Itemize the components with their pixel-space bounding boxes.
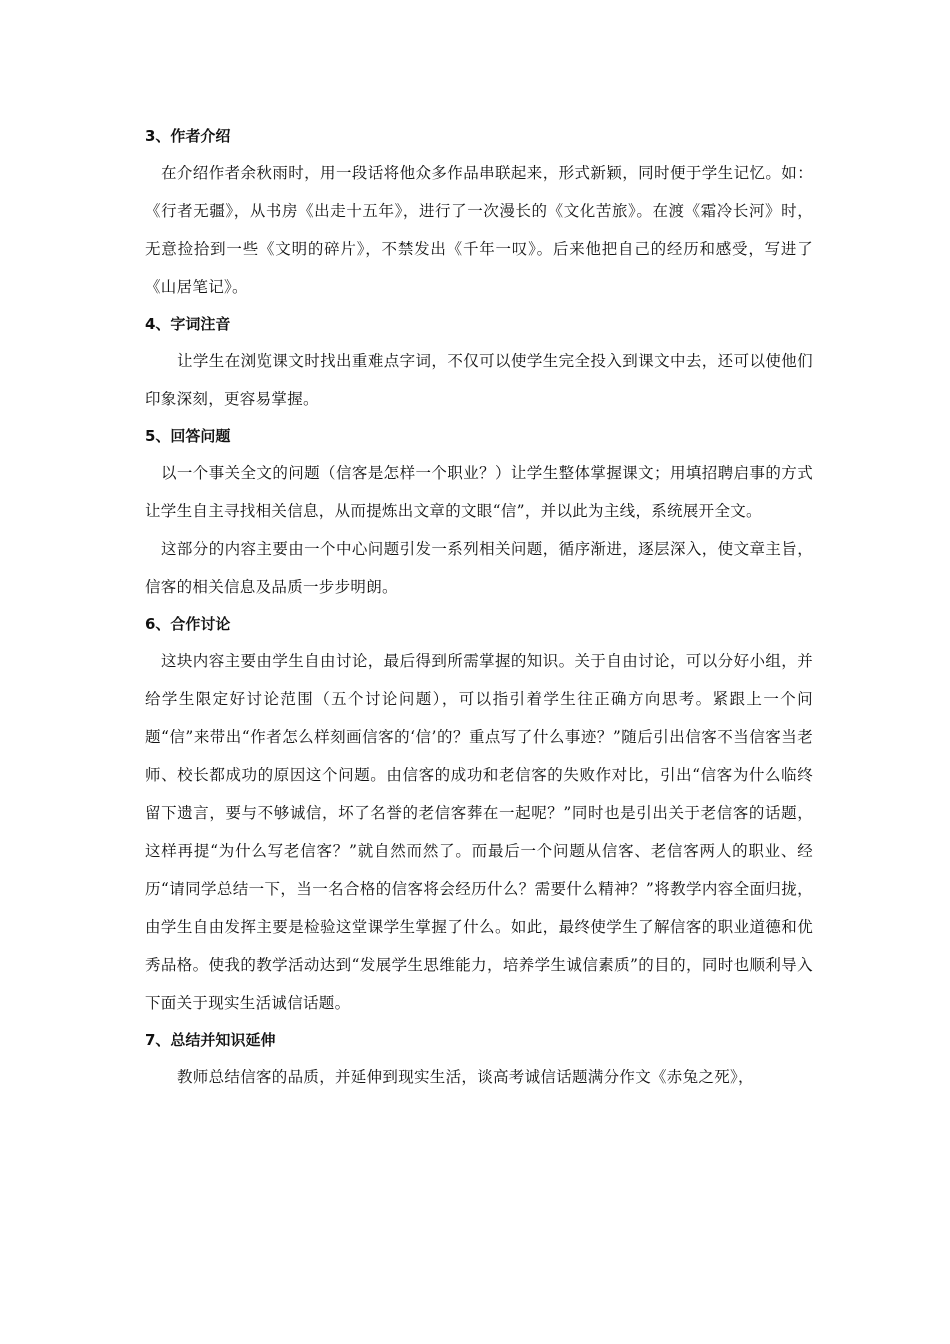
document-page [145,118,813,1096]
section-author-intro [145,118,813,306]
section-heading: 3、作者介绍 [145,127,231,145]
paragraph: 这部分的内容主要由一个中心问题引发一系列相关问题，循序渐进，逐层深入，使文章主旨，信客的相关信息及品质一步步明朗。 [145,540,813,596]
section-summary-extension [145,1022,813,1096]
section-heading: 6、合作讨论 [145,615,231,633]
paragraph: 在介绍作者余秋雨时，用一段话将他众多作品串联起来，形式新颖，同时便于学生记忆。如：《行者无疆》，从书房《出走十五年》，进行了一次漫长的《文化苦旅》。在渡《霜冷长河》时，无意捡拾到一些《文明的碎片》，不禁发出《千年一叹》。后来他把自己的经历和感受，写进了《山居笔记》。 [145,164,813,296]
section-cooperative-discussion [145,606,813,1022]
section-heading: 5、回答问题 [145,427,231,445]
paragraph: 让学生在浏览课文时找出重难点字词，不仅可以使学生完全投入到课文中去，还可以使他们印象深刻，更容易掌握。 [145,352,813,408]
paragraph: 教师总结信客的品质，并延伸到现实生活，谈高考诚信话题满分作文《赤兔之死》， [177,1068,754,1086]
section-heading: 7、总结并知识延伸 [145,1031,276,1049]
section-word-pronunciation [145,306,813,418]
section-answer-questions [145,418,813,606]
section-heading: 4、字词注音 [145,315,231,333]
paragraph: 以一个事关全文的问题（信客是怎样一个职业？）让学生整体掌握课文；用填招聘启事的方式让学生自主寻找相关信息，从而提炼出文章的文眼“信”，并以此为主线，系统展开全文。 [145,464,813,520]
paragraph: 这块内容主要由学生自由讨论，最后得到所需掌握的知识。关于自由讨论，可以分好小组，并给学生限定好讨论范围（五个讨论问题），可以指引着学生往正确方向思考。紧跟上一个问题“信”来带出“作者怎么样刻画信客的‘信’的？重点写了什么事迹？”随后引出信客不当信客当老师、校长都成功的原因这个问题。由信客的成功和老信客的失败作对比，引出“信客为什么临终留下遗言，要与不够诚信，坏了名誉的老信客葬在一起呢？”同时也是引出关于老信客的话题，这样再提“为什么写老信客？”就自然而然了。而最后一个问题从信客、老信客两人的职业、经历“请同学总结一下，当一名合格的信客将会经历什么？需要什么精神？”将教学内容全面归拢，由学生自由发挥主要是检验这堂课学生掌握了什么。如此，最终使学生了解信客的职业道德和优秀品格。使我的教学活动达到“发展学生思维能力，培养学生诚信素质”的目的，同时也顺利导入下面关于现实生活诚信话题。 [145,652,813,1012]
